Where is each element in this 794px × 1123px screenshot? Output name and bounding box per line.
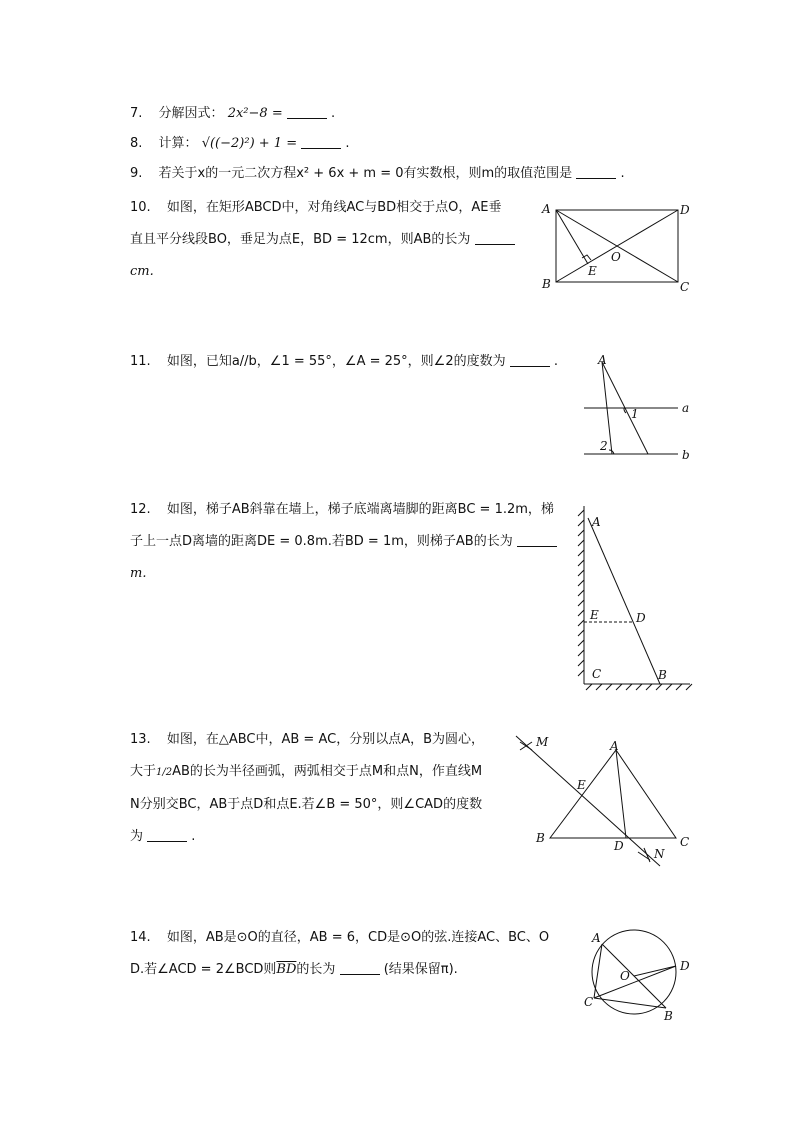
label-d: D (680, 203, 690, 217)
label-c: C (592, 667, 602, 681)
answer-blank[interactable] (517, 532, 557, 547)
label-c: C (680, 835, 690, 849)
label-b: B (658, 668, 667, 682)
question-9 (130, 158, 625, 190)
ladder-ab (588, 518, 660, 684)
label-line-b: b (682, 448, 690, 462)
question-10 (130, 192, 515, 288)
question-number: 14. (130, 930, 151, 945)
question-12 (130, 494, 557, 590)
question-end: . (191, 829, 196, 844)
label-b: B (664, 1009, 673, 1023)
label-b: B (536, 831, 545, 845)
question-14 (130, 922, 549, 986)
segment-bc (594, 998, 666, 1008)
answer-blank[interactable] (301, 134, 341, 149)
question-expression: √((−2)²) + 1 = (201, 136, 298, 151)
question-line: D.若∠ACD = 2∠BCD则 (130, 962, 277, 977)
label-line-a: a (682, 401, 690, 415)
label-d: D (680, 959, 690, 973)
label-a-point: A (598, 353, 607, 367)
question-line: 如图，AB是⊙O的直径，AB = 6，CD是⊙O的弦.连接AC、BC、O (166, 930, 550, 945)
label-angle-2: 2 (600, 439, 608, 453)
question-8 (130, 128, 350, 160)
label-a: A (542, 202, 551, 216)
label-e: E (590, 608, 599, 622)
question-line: 的长为 (296, 962, 336, 977)
label-a: A (592, 931, 601, 945)
label-c: C (680, 280, 690, 294)
label-m: M (536, 735, 549, 749)
label-o: O (611, 250, 621, 264)
label-e: E (577, 778, 586, 792)
question-line: m. (130, 566, 147, 581)
ground-hatching (586, 684, 692, 690)
question-number: 10. (130, 200, 151, 215)
question-end: . (620, 166, 625, 181)
question-text: 若关于x的一元二次方程x² + 6x + m = 0有实数根，则m的取值范围是 (158, 166, 573, 181)
label-d: D (636, 611, 646, 625)
segment-ac (594, 944, 602, 998)
question-7 (130, 98, 335, 130)
arc-mark-m (520, 742, 532, 750)
label-o: O (620, 969, 630, 983)
answer-blank[interactable] (147, 827, 187, 842)
label-b: B (542, 277, 551, 291)
question-11 (130, 346, 558, 378)
label-angle-1: 1 (631, 407, 639, 421)
question-number: 11. (130, 354, 151, 369)
chord-cd (594, 966, 676, 998)
question-end: . (345, 136, 350, 151)
label-e: E (588, 264, 597, 278)
question-number: 13. (130, 732, 151, 747)
parallel-lines-figure (576, 350, 696, 465)
triangle-figure (510, 728, 700, 870)
ladder-figure (572, 500, 694, 692)
question-line: cm. (130, 264, 154, 279)
triangle-abc (550, 750, 676, 838)
question-line: AB的长为半径画弧，两弧相交于点M和点N，作直线M (172, 764, 483, 779)
circle-o (592, 930, 676, 1014)
segment-ae (556, 210, 588, 264)
question-line: 为 (130, 829, 144, 844)
label-a: A (610, 739, 619, 753)
answer-blank[interactable] (287, 104, 327, 119)
question-end: . (553, 354, 559, 369)
label-c: C (584, 995, 594, 1009)
wall-hatching (578, 510, 584, 676)
label-d: D (614, 839, 624, 853)
question-line: 如图，梯子AB斜靠在墙上，梯子底端离墙脚的距离BC = 1.2m，梯 (166, 502, 554, 517)
question-number: 8. (130, 136, 143, 151)
question-expression: 2x²−8 = (227, 106, 283, 121)
question-line: 直且平分线段BO，垂足为点E，BD = 12cm，则AB的长为 (130, 232, 471, 247)
question-text: 计算： (158, 136, 198, 151)
line-mn (516, 736, 660, 866)
answer-blank[interactable] (340, 960, 380, 975)
question-line: 子上一点D离墙的距离DE = 0.8m.若BD = 1m，则梯子AB的长为 (130, 534, 513, 549)
question-number: 7. (130, 106, 143, 121)
question-line: 如图，在△ABC中，AB = AC，分别以点A，B为圆心， (166, 732, 485, 747)
answer-blank[interactable] (510, 352, 550, 367)
fraction: 1/2 (156, 767, 173, 778)
question-number: 12. (130, 502, 151, 517)
question-line: N分别交BC，AB于点D和点E.若∠B = 50°，则∠CAD的度数 (130, 797, 483, 812)
question-text: 如图，已知a//b，∠1 = 55°，∠A = 25°，则∠2的度数为 (166, 354, 506, 369)
question-end: . (331, 106, 336, 121)
answer-blank[interactable] (475, 230, 515, 245)
question-line: (结果保留π). (383, 962, 458, 977)
question-13 (130, 724, 484, 853)
question-line: 如图，在矩形ABCD中，对角线AC与BD相交于点O，AE垂 (166, 200, 502, 215)
question-number: 9. (130, 166, 143, 181)
question-line: 大于 (130, 764, 157, 779)
circle-figure (580, 924, 694, 1024)
rectangle-figure (536, 198, 696, 296)
question-text: 分解因式： (158, 106, 224, 121)
label-n: N (654, 847, 665, 861)
arc-bd: $\overline{BD}$ (276, 962, 297, 977)
label-a: A (592, 515, 601, 529)
answer-blank[interactable] (576, 164, 616, 179)
